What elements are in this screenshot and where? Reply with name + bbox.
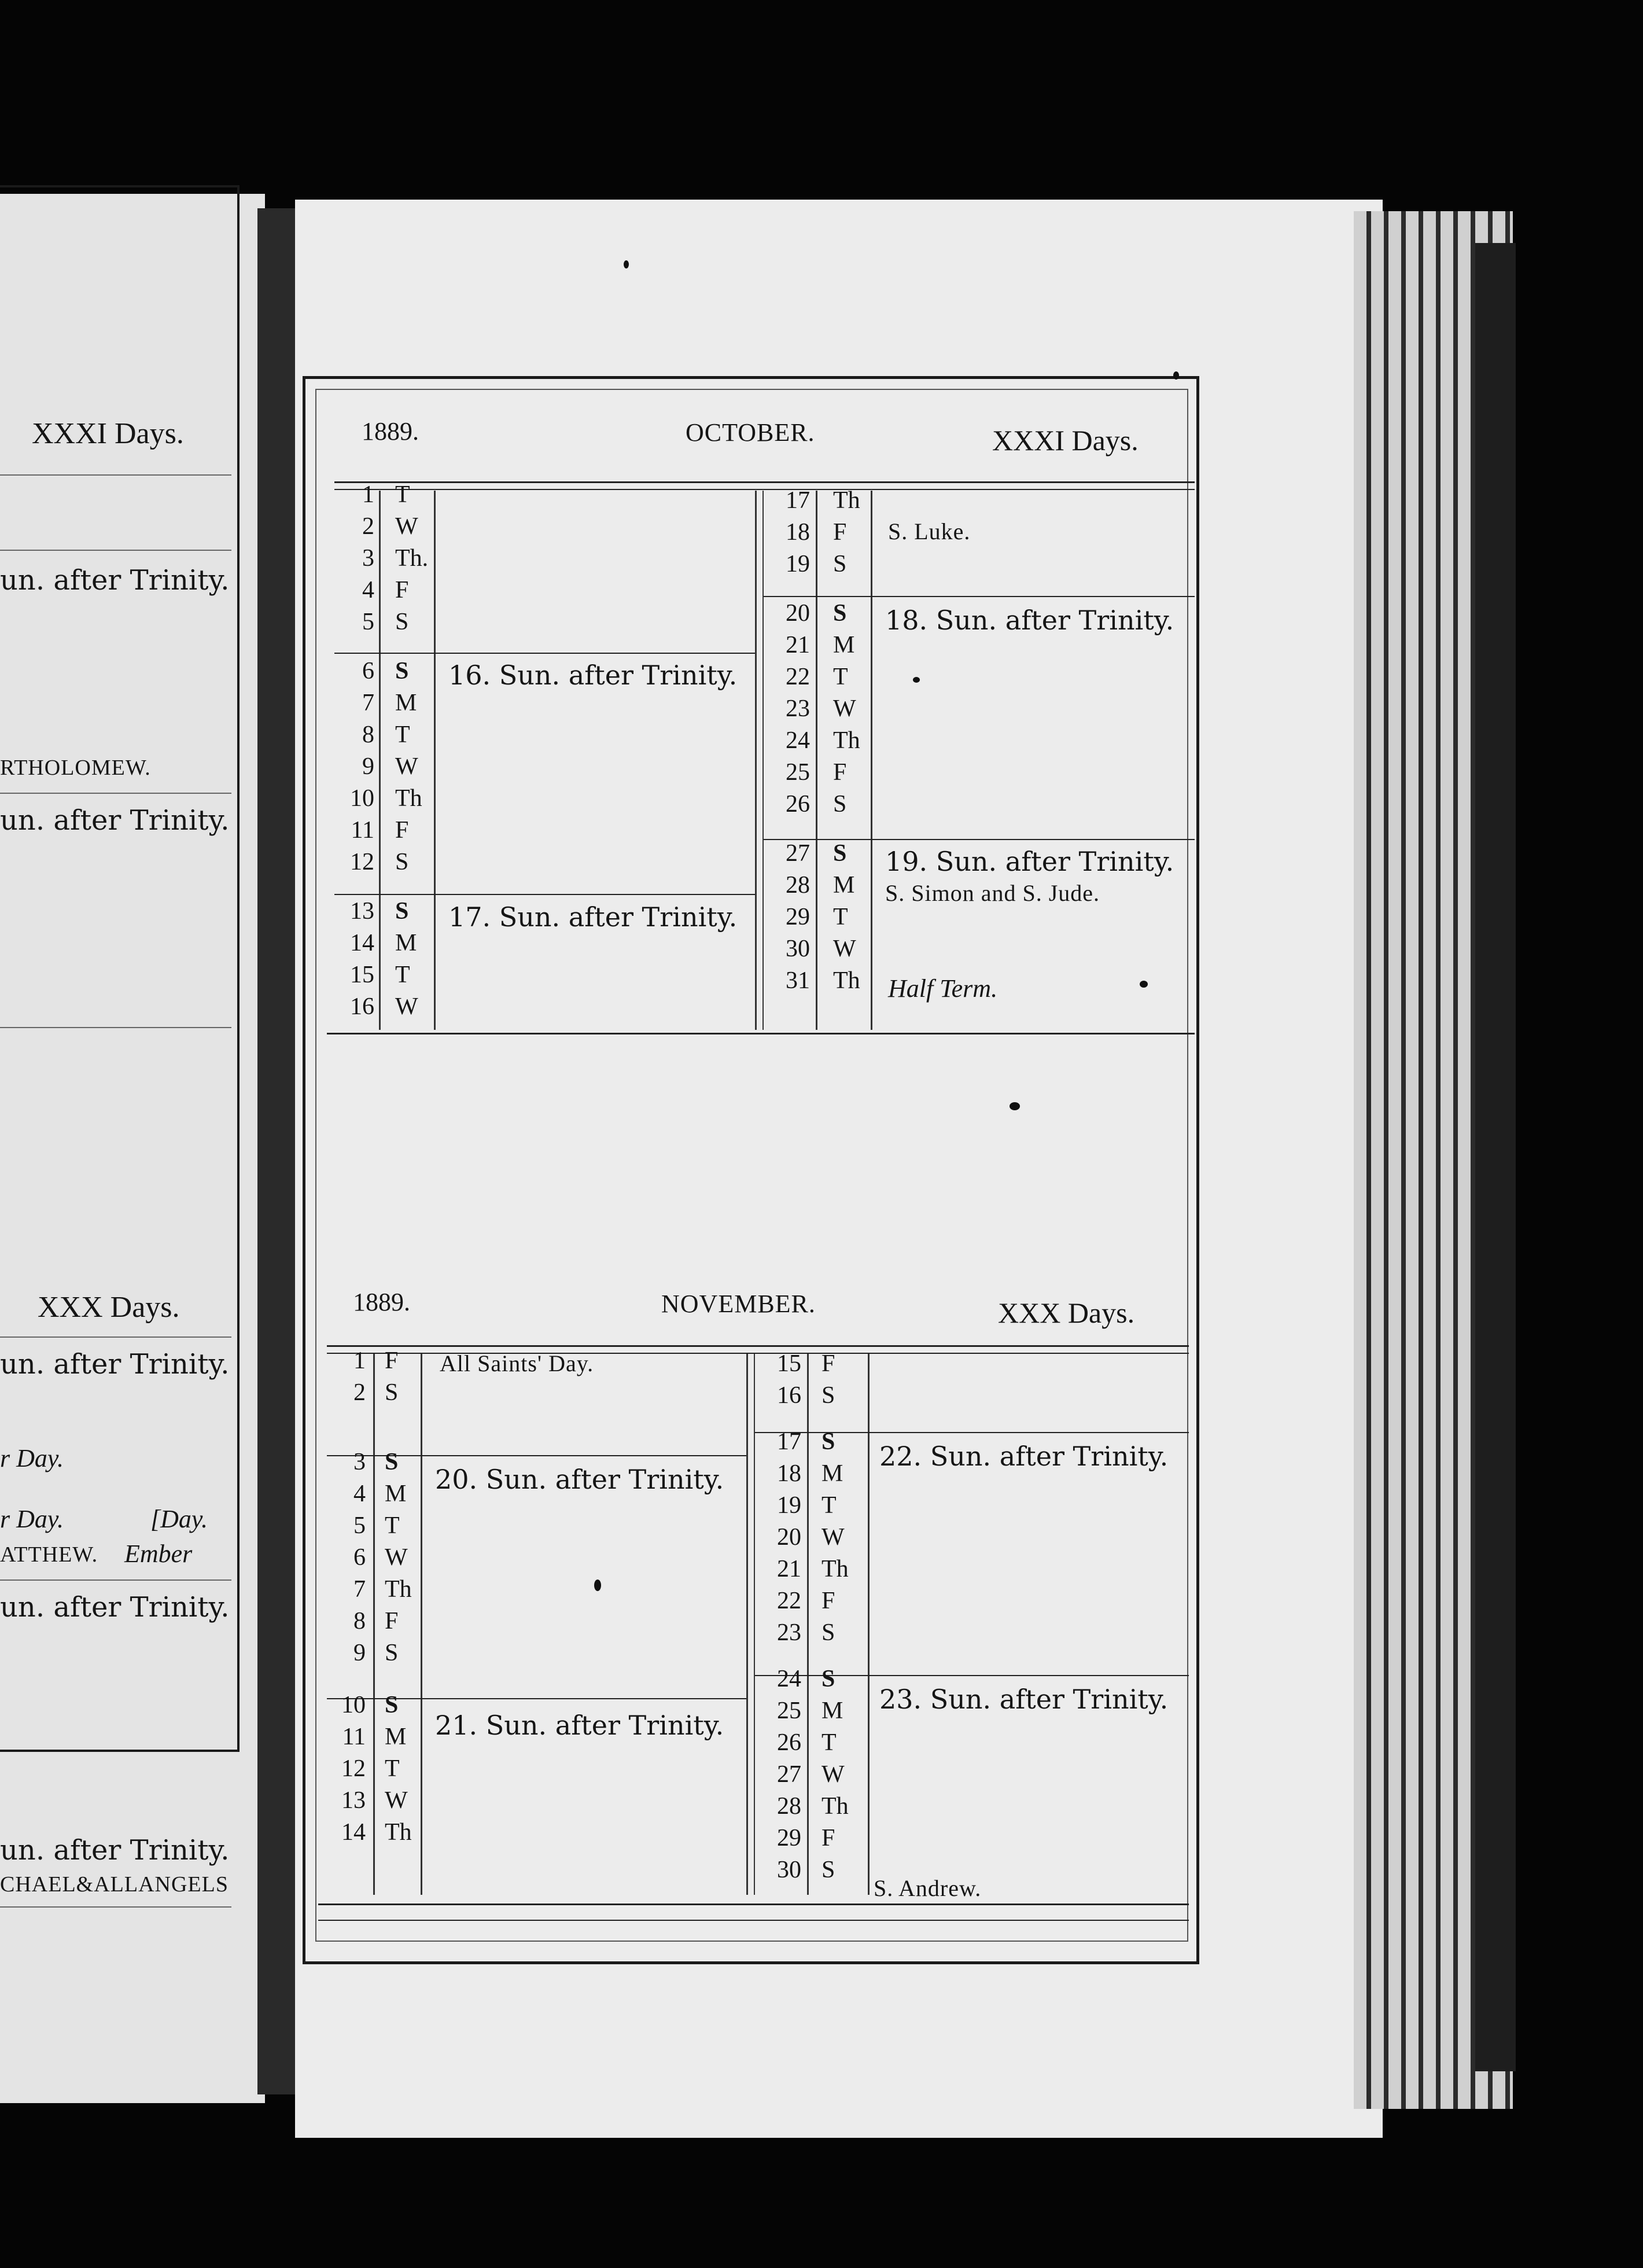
- weekday: Th: [833, 487, 860, 514]
- scan-speck: [624, 260, 629, 268]
- date-number: 17: [786, 487, 810, 514]
- weekday: Th: [385, 1819, 412, 1846]
- date-number: 2: [353, 1379, 366, 1406]
- weekday: W: [395, 513, 418, 540]
- october-bottom-rule: [327, 1033, 1195, 1034]
- date-number: 15: [777, 1350, 801, 1377]
- november-column-rule: [746, 1354, 748, 1895]
- left-entry: CHAEL&ALLANGELS: [0, 1872, 229, 1897]
- weekday: T: [395, 721, 410, 748]
- october-column-rule: [762, 491, 764, 1030]
- event-sunday-16: 16. Sun. after Trinity.: [448, 660, 738, 691]
- weekday: W: [385, 1787, 408, 1814]
- left-rule: [0, 1580, 231, 1581]
- scan-speck: [594, 1580, 601, 1591]
- november-right-dates: [761, 1348, 801, 1886]
- scan-speck: [913, 677, 920, 683]
- november-right-weekdays: [821, 1348, 849, 1886]
- date-number: 29: [786, 904, 810, 930]
- date-number: 6: [353, 1544, 366, 1571]
- weekday: T: [395, 481, 410, 508]
- weekday-sunday: S: [385, 1692, 399, 1718]
- weekday-sunday: S: [833, 840, 847, 867]
- weekday: Th: [395, 785, 422, 812]
- weekday: T: [395, 962, 410, 988]
- date-number: 22: [777, 1588, 801, 1614]
- date-number: 30: [786, 936, 810, 962]
- november-column-rule: [868, 1354, 870, 1895]
- weekday: W: [395, 993, 418, 1020]
- weekday: Th.: [395, 545, 429, 572]
- left-rule: [0, 793, 231, 794]
- november-bottom-rule: [318, 1920, 1189, 1921]
- november-title: NOVEMBER.: [661, 1290, 816, 1318]
- date-number: 18: [777, 1460, 801, 1487]
- weekday-sunday: S: [821, 1666, 835, 1692]
- date-number: 16: [777, 1382, 801, 1409]
- date-number: 10: [350, 785, 374, 812]
- weekday-sunday: S: [821, 1428, 835, 1455]
- weekday: T: [385, 1755, 400, 1782]
- weekday: Th: [385, 1576, 412, 1603]
- date-number: 4: [353, 1481, 366, 1507]
- weekday: W: [385, 1544, 408, 1571]
- weekday: F: [833, 519, 847, 546]
- page-edges-shadow: [1475, 243, 1516, 2071]
- left-rule: [0, 1906, 231, 1908]
- november-left-dates: [330, 1345, 366, 1849]
- weekday-sunday: S: [395, 658, 409, 684]
- date-number: 10: [341, 1692, 366, 1718]
- weekday: M: [395, 930, 417, 956]
- weekday-sunday: S: [395, 898, 409, 925]
- date-number: 18: [786, 519, 810, 546]
- weekday: W: [833, 695, 856, 722]
- weekday: M: [385, 1724, 407, 1750]
- date-number: 4: [362, 577, 374, 603]
- weekday: S: [833, 791, 847, 818]
- left-entry: un. after Trinity.: [0, 804, 230, 837]
- weekday: Th: [833, 727, 860, 754]
- october-week-rule: [764, 596, 1195, 597]
- date-number: 25: [777, 1698, 801, 1724]
- weekday: W: [821, 1761, 845, 1788]
- date-number: 28: [786, 872, 810, 899]
- date-number: 21: [786, 632, 810, 658]
- date-number: 7: [353, 1576, 366, 1603]
- event-sunday-17: 17. Sun. after Trinity.: [448, 901, 738, 933]
- october-year: 1889.: [362, 417, 419, 446]
- weekday: W: [821, 1524, 845, 1551]
- october-days-label: XXXI Days.: [992, 424, 1139, 456]
- november-year: 1889.: [353, 1288, 410, 1316]
- october-column-rule: [816, 491, 817, 1030]
- left-top-days: XXXI Days.: [32, 417, 184, 450]
- date-number: 27: [786, 840, 810, 867]
- left-entry: ATTHEW.: [0, 1542, 98, 1567]
- weekday: S: [821, 1382, 835, 1409]
- weekday: M: [833, 872, 855, 899]
- left-entry: RTHOLOMEW.: [0, 756, 151, 780]
- left-entry: Ember: [124, 1540, 193, 1568]
- book-gutter: [257, 208, 297, 2094]
- october-left-weekdays: [395, 479, 428, 1023]
- left-entry: r Day.: [0, 1444, 64, 1472]
- event-sunday-18: 18. Sun. after Trinity.: [885, 605, 1174, 636]
- date-number: 13: [350, 898, 374, 925]
- date-number: 24: [777, 1666, 801, 1692]
- date-number: 8: [362, 721, 374, 748]
- event-sunday-19: 19. Sun. after Trinity.: [885, 846, 1174, 877]
- november-left-weekdays: [385, 1345, 412, 1849]
- date-number: 26: [786, 791, 810, 818]
- weekday: M: [821, 1698, 843, 1724]
- date-number: 12: [350, 849, 374, 875]
- date-number: 23: [786, 695, 810, 722]
- date-number: 31: [786, 967, 810, 994]
- event-sunday-21: 21. Sun. after Trinity.: [435, 1710, 724, 1741]
- date-number: 11: [342, 1724, 366, 1750]
- date-number: 19: [777, 1492, 801, 1519]
- date-number: 1: [353, 1347, 366, 1374]
- date-number: 14: [341, 1819, 366, 1846]
- october-column-rule: [755, 491, 757, 1030]
- date-number: 8: [353, 1608, 366, 1634]
- weekday: T: [821, 1729, 837, 1756]
- date-number: 20: [777, 1524, 801, 1551]
- weekday: S: [833, 551, 847, 577]
- left-entry: [Day.: [150, 1505, 208, 1533]
- weekday: M: [395, 690, 417, 716]
- weekday: S: [395, 609, 409, 635]
- left-entry: un. after Trinity.: [0, 1591, 230, 1623]
- weekday: Th: [833, 967, 860, 994]
- date-number: 17: [777, 1428, 801, 1455]
- october-header-rule: [334, 481, 1195, 483]
- weekday: F: [395, 577, 409, 603]
- left-entry: un. after Trinity.: [0, 1348, 230, 1380]
- date-number: 27: [777, 1761, 801, 1788]
- date-number: 15: [350, 962, 374, 988]
- date-number: 30: [777, 1857, 801, 1883]
- november-week-rule: [755, 1675, 1189, 1676]
- date-number: 12: [341, 1755, 366, 1782]
- date-number: 3: [362, 545, 374, 572]
- weekday: F: [821, 1588, 835, 1614]
- date-number: 21: [777, 1556, 801, 1582]
- date-number: 13: [341, 1787, 366, 1814]
- weekday: W: [395, 753, 418, 780]
- october-column-rule: [871, 491, 872, 1030]
- weekday: S: [385, 1379, 399, 1406]
- weekday: S: [821, 1619, 835, 1646]
- scan-speck: [1173, 371, 1179, 380]
- november-week-rule: [755, 1432, 1189, 1433]
- date-number: 16: [350, 993, 374, 1020]
- left-entry: r Day.: [0, 1505, 64, 1533]
- event-all-saints: All Saints' Day.: [440, 1350, 594, 1376]
- october-right-weekdays: [833, 485, 860, 997]
- date-number: 19: [786, 551, 810, 577]
- left-entry: un. after Trinity.: [0, 1834, 230, 1866]
- weekday: S: [395, 849, 409, 875]
- november-column-rule: [754, 1354, 755, 1895]
- date-number: 29: [777, 1825, 801, 1851]
- date-number: 23: [777, 1619, 801, 1646]
- left-rule: [0, 550, 231, 551]
- date-number: 22: [786, 664, 810, 690]
- event-simon-jude: S. Simon and S. Jude.: [885, 880, 1100, 906]
- weekday-sunday: S: [385, 1449, 399, 1475]
- date-number: 26: [777, 1729, 801, 1756]
- date-number: 25: [786, 759, 810, 786]
- date-number: 11: [351, 817, 374, 844]
- october-right-dates: [769, 485, 810, 997]
- november-header-rule: [327, 1345, 1189, 1347]
- date-number: 6: [362, 658, 374, 684]
- date-number: 1: [362, 481, 374, 508]
- event-s-luke: S. Luke.: [888, 518, 971, 544]
- weekday-sunday: S: [833, 600, 847, 627]
- october-left-dates: [338, 479, 374, 1023]
- event-sunday-23: 23. Sun. after Trinity.: [879, 1684, 1169, 1715]
- weekday: M: [821, 1460, 843, 1487]
- date-number: 5: [362, 609, 374, 635]
- date-number: 14: [350, 930, 374, 956]
- weekday: T: [821, 1492, 837, 1519]
- weekday: W: [833, 936, 856, 962]
- date-number: 2: [362, 513, 374, 540]
- date-number: 9: [362, 753, 374, 780]
- november-column-rule: [807, 1354, 809, 1895]
- october-week-rule: [764, 839, 1195, 840]
- date-number: 20: [786, 600, 810, 627]
- weekday: F: [395, 817, 409, 844]
- november-bottom-rule: [318, 1904, 1189, 1905]
- weekday: F: [385, 1608, 399, 1634]
- left-rule: [0, 474, 231, 476]
- weekday: Th: [821, 1793, 849, 1820]
- october-column-rule: [434, 491, 436, 1030]
- weekday: M: [833, 632, 855, 658]
- scan-speck: [1010, 1102, 1020, 1110]
- weekday: T: [833, 664, 848, 690]
- october-title: OCTOBER.: [686, 418, 815, 447]
- date-number: 7: [362, 690, 374, 716]
- weekday: M: [385, 1481, 407, 1507]
- november-column-rule: [421, 1354, 422, 1895]
- event-sunday-22: 22. Sun. after Trinity.: [879, 1441, 1169, 1472]
- left-entry: un. after Trinity.: [0, 564, 230, 597]
- october-column-rule: [379, 491, 381, 1030]
- weekday: F: [821, 1350, 835, 1377]
- scan-speck: [1140, 981, 1148, 988]
- weekday: F: [833, 759, 847, 786]
- event-s-andrew: S. Andrew.: [874, 1875, 982, 1901]
- date-number: 3: [353, 1449, 366, 1475]
- left-rule: [0, 1337, 231, 1338]
- november-days-label: XXX Days.: [998, 1297, 1135, 1329]
- date-number: 28: [777, 1793, 801, 1820]
- weekday: F: [385, 1347, 399, 1374]
- event-sunday-20: 20. Sun. after Trinity.: [435, 1464, 724, 1495]
- date-number: 5: [353, 1512, 366, 1539]
- weekday: T: [833, 904, 848, 930]
- date-number: 24: [786, 727, 810, 754]
- weekday: F: [821, 1825, 835, 1851]
- weekday: S: [385, 1640, 399, 1666]
- left-rule: [0, 1027, 231, 1028]
- event-half-term: Half Term.: [888, 974, 998, 1003]
- left-mid-days: XXX Days.: [38, 1291, 180, 1324]
- weekday: S: [821, 1857, 835, 1883]
- weekday: Th: [821, 1556, 849, 1582]
- november-column-rule: [373, 1354, 375, 1895]
- october-header-rule: [334, 489, 1195, 490]
- weekday: T: [385, 1512, 400, 1539]
- date-number: 9: [353, 1640, 366, 1666]
